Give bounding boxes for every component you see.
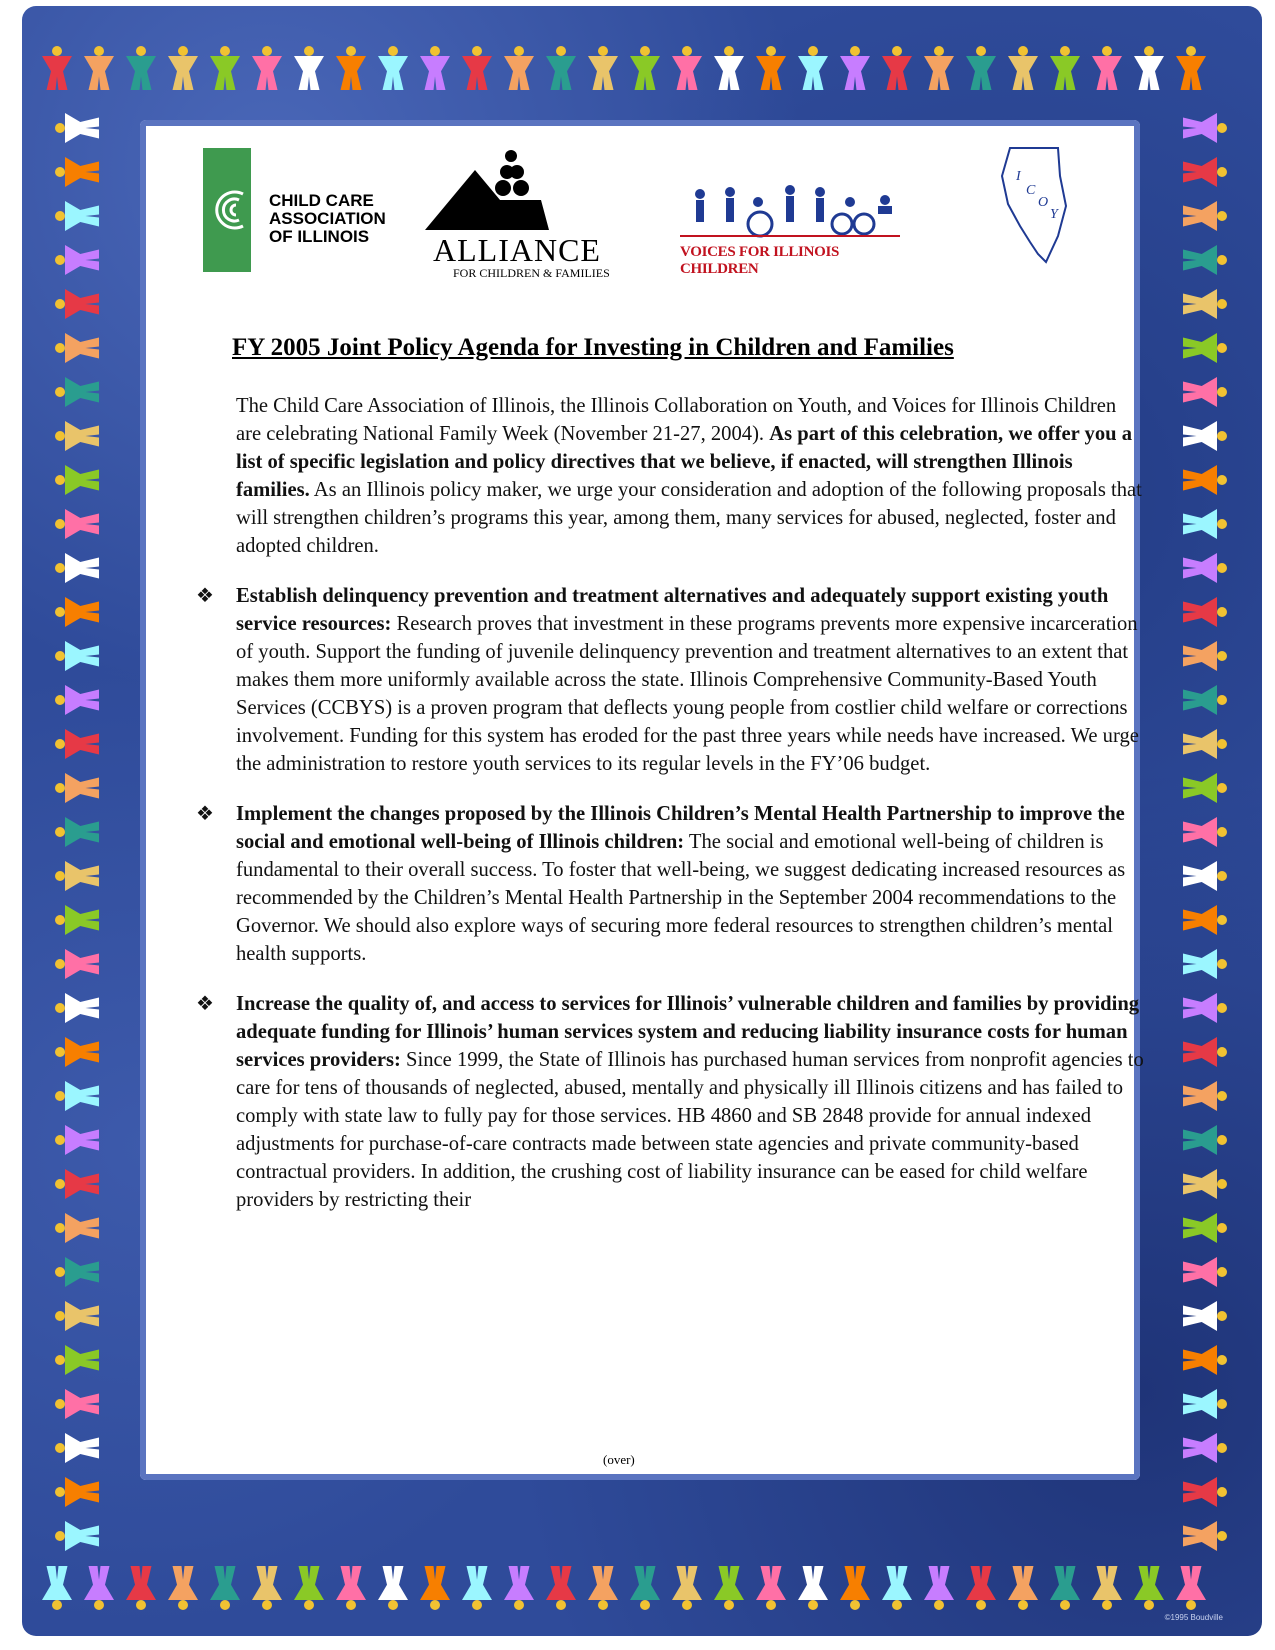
paper-doll-figure	[1008, 46, 1038, 90]
paper-doll-figure	[1183, 1213, 1227, 1243]
policy-item-body: Since 1999, the State of Illinois has purchased human services from nonprofit agencies to care for tens of thousands of neglected, abused, mentally and physically ill Illinois citizens and has failed to comply with state law to fully pay for those services. HB 4860 and SB 2848 provide for annual indexed adjustments for purchase-of-care contracts made between state agencies and private community-based contractual providers. In addition, the crushing cost of liability insurance can be eased for child welfare providers by restricting their	[236, 1049, 1144, 1211]
paper-doll-figure	[55, 949, 99, 979]
ccai-name	[269, 192, 386, 246]
voices-for-illinois-children-logo	[680, 180, 900, 277]
paper-doll-figure	[714, 46, 744, 90]
paper-doll-figure	[84, 46, 114, 90]
paper-doll-figure	[55, 729, 99, 759]
paper-doll-figure	[1183, 949, 1227, 979]
paper-doll-figure	[1183, 1257, 1227, 1287]
intro-bold-text: As part of this celebration, we offer you a list of specific legislation and policy directives that we believe, if enacted, will strengthen Illinois families.	[236, 423, 1133, 501]
paper-doll-figure	[1183, 465, 1227, 495]
paper-doll-figure	[55, 861, 99, 891]
paper-doll-figure	[55, 553, 99, 583]
paper-doll-figure	[55, 1301, 99, 1331]
ccai-line-2: ASSOCIATION	[269, 209, 386, 228]
paper-doll-figure	[55, 993, 99, 1023]
paper-doll-figure	[1183, 333, 1227, 363]
child-care-association-logo	[203, 148, 386, 272]
paper-doll-figure	[1134, 1566, 1164, 1610]
paper-doll-figure	[504, 1566, 534, 1610]
paper-doll-figure	[1183, 553, 1227, 583]
paper-doll-figure	[1092, 46, 1122, 90]
document-body	[196, 392, 1144, 1214]
paper-doll-figure	[1183, 773, 1227, 803]
paper-doll-figure	[630, 1566, 660, 1610]
paper-doll-figure	[210, 46, 240, 90]
paper-doll-figure	[1183, 245, 1227, 275]
policy-item-heading: Implement the changes proposed by the Illinois Children’s Mental Health Partnership to improve the social and emotional well-being of Illinois children:	[236, 803, 1125, 853]
paper-doll-figure	[55, 597, 99, 627]
paper-doll-figure	[55, 1037, 99, 1067]
paper-doll-figure	[798, 46, 828, 90]
paper-doll-figure	[55, 1169, 99, 1199]
paper-doll-figure	[126, 1566, 156, 1610]
paper-doll-figure	[42, 46, 72, 90]
paper-doll-figure	[55, 377, 99, 407]
icoy-letters	[1000, 146, 1070, 264]
paper-doll-figure	[252, 46, 282, 90]
illinois-collaboration-on-youth-logo	[1000, 146, 1070, 264]
alliance-wordmark: ALLIANCE	[433, 232, 601, 268]
svg-text:Y: Y	[1050, 207, 1058, 222]
paper-doll-figure	[1183, 1081, 1227, 1111]
paper-doll-figure	[504, 46, 534, 90]
policy-item-text	[236, 582, 1144, 778]
paper-doll-figure	[336, 46, 366, 90]
paper-doll-figure	[1183, 201, 1227, 231]
paper-doll-figure	[546, 46, 576, 90]
paper-doll-figure	[966, 1566, 996, 1610]
paper-doll-figure	[55, 465, 99, 495]
paper-doll-figure	[1183, 289, 1227, 319]
paper-doll-figure	[1183, 641, 1227, 671]
paper-doll-figure	[1176, 46, 1206, 90]
paper-doll-figure	[462, 1566, 492, 1610]
paper-doll-figure	[1183, 1301, 1227, 1331]
paper-doll-figure	[210, 1566, 240, 1610]
paper-doll-figure	[126, 46, 156, 90]
paper-doll-figure	[55, 1081, 99, 1111]
paper-doll-figure	[55, 1477, 99, 1507]
intro-paragraph	[236, 392, 1144, 560]
paper-doll-figure	[168, 1566, 198, 1610]
paper-doll-figure	[55, 333, 99, 363]
children-silhouettes-icon	[680, 180, 900, 240]
svg-text:C: C	[1026, 183, 1036, 198]
paper-doll-figure	[294, 1566, 324, 1610]
paper-doll-figure	[1183, 377, 1227, 407]
paper-doll-figure	[1183, 113, 1227, 143]
paper-doll-figure	[1092, 1566, 1122, 1610]
paper-doll-figure	[84, 1566, 114, 1610]
paper-doll-figure	[588, 46, 618, 90]
paper-doll-figure	[55, 773, 99, 803]
paper-doll-figure	[55, 1213, 99, 1243]
artwork-copyright: ©1995 Boudville	[1164, 1613, 1223, 1622]
paper-doll-figure	[1176, 1566, 1206, 1610]
paper-doll-figure	[1183, 1477, 1227, 1507]
paper-doll-figure	[1183, 1345, 1227, 1375]
policy-item-body: The social and emotional well-being of children is fundamental to their overall success. To foster that well-being, we suggest dedicating increased resources as recommended by the Children’s Mental Health Partnership in the September 2004 recommendations to the Governor. We should also explore ways of securing more federal resources to strengthen children’s mental health supports.	[236, 831, 1126, 965]
paper-doll-figure	[1183, 817, 1227, 847]
policy-item-text	[236, 990, 1144, 1214]
policy-item-body: Research proves that investment in these programs prevents more expensive incarceration of youth. Support the funding of juvenile delinquency prevention and treatment alternatives to an extent that makes them more uniformly available across the state. Illinois Comprehensive Community-Based Youth Services (CCBYS) is a proven program that deflects young people from costlier child welfare or corrections involvement. Funding for this system has eroded for the past three years while needs have increased. We urge the administration to restore youth services to its regular levels in the FY’06 budget.	[236, 613, 1139, 775]
paper-doll-figure	[1050, 46, 1080, 90]
paper-doll-figure	[55, 1433, 99, 1463]
paper-doll-figure	[55, 1521, 99, 1551]
ccai-line-3: OF ILLINOIS	[269, 227, 370, 246]
paper-doll-figure	[1183, 509, 1227, 539]
policy-item-heading: Establish delinquency prevention and treatment alternatives and adequately support existing youth service resources:	[236, 585, 1109, 635]
paper-doll-figure	[1183, 1125, 1227, 1155]
paper-doll-figure	[924, 46, 954, 90]
paper-doll-figure	[168, 46, 198, 90]
paper-doll-figure	[588, 1566, 618, 1610]
paper-doll-figure	[252, 1566, 282, 1610]
paper-doll-figure	[1050, 1566, 1080, 1610]
policy-item	[196, 582, 1144, 778]
paper-doll-figure	[55, 905, 99, 935]
paper-doll-figure	[1183, 685, 1227, 715]
paper-doll-figure	[630, 46, 660, 90]
paper-doll-figure	[756, 1566, 786, 1610]
paper-doll-figure	[1183, 905, 1227, 935]
ccai-line-1: CHILD CARE	[269, 191, 374, 210]
paper-doll-figure	[1183, 1433, 1227, 1463]
page-title: FY 2005 Joint Policy Agenda for Investing in Children and Families	[232, 334, 954, 361]
paper-doll-figure	[840, 46, 870, 90]
paper-doll-figure	[1183, 1169, 1227, 1199]
paper-doll-figure	[840, 1566, 870, 1610]
bullet-diamond-icon: ❖	[196, 993, 214, 1015]
paper-doll-figure	[55, 1257, 99, 1287]
bullet-diamond-icon: ❖	[196, 585, 214, 607]
paper-doll-figure	[55, 113, 99, 143]
paper-doll-figure	[55, 509, 99, 539]
paper-doll-figure	[55, 1125, 99, 1155]
paper-doll-figure	[966, 46, 996, 90]
paper-doll-figure	[1183, 861, 1227, 891]
paper-doll-figure	[672, 46, 702, 90]
alliance-subtitle: FOR CHILDREN & FAMILIES	[453, 266, 610, 280]
paper-doll-figure	[378, 46, 408, 90]
paper-doll-figure	[378, 1566, 408, 1610]
paper-doll-figure	[546, 1566, 576, 1610]
svg-text:O: O	[1038, 195, 1049, 210]
policy-item	[196, 800, 1144, 968]
paper-doll-figure	[420, 46, 450, 90]
paper-doll-figure	[55, 157, 99, 187]
paper-doll-figure	[462, 46, 492, 90]
paper-doll-figure	[294, 46, 324, 90]
svg-text:I: I	[1016, 169, 1021, 184]
paper-doll-figure	[714, 1566, 744, 1610]
paper-doll-figure	[756, 46, 786, 90]
paper-doll-figure	[798, 1566, 828, 1610]
paper-doll-figure	[55, 421, 99, 451]
paper-doll-figure	[55, 641, 99, 671]
policy-item-text	[236, 800, 1144, 968]
paper-doll-figure	[1183, 993, 1227, 1023]
paper-doll-figure	[1183, 1521, 1227, 1551]
paper-doll-figure	[55, 685, 99, 715]
paper-doll-figure	[1183, 157, 1227, 187]
paper-doll-figure	[882, 1566, 912, 1610]
page-footer-over: (over)	[603, 1452, 635, 1467]
paper-doll-figure	[55, 289, 99, 319]
paper-doll-figure	[55, 1345, 99, 1375]
voices-wordmark: VOICES FOR ILLINOIS CHILDREN	[680, 244, 840, 277]
intro-text-2: As an Illinois policy maker, we urge your consideration and adoption of the following proposals that will strengthen children’s programs this year, among them, many services for abused, neglected, foster and adopted children.	[236, 479, 1142, 557]
alliance-logo	[425, 150, 625, 280]
alliance-triangle-icon	[425, 150, 625, 232]
paper-doll-figure	[672, 1566, 702, 1610]
paper-doll-figure	[55, 245, 99, 275]
paper-doll-figure	[924, 1566, 954, 1610]
concentric-c-icon	[203, 148, 251, 272]
ccai-green-block	[203, 148, 251, 272]
paper-doll-figure	[1183, 421, 1227, 451]
paper-doll-figure	[1134, 46, 1164, 90]
paper-doll-figure	[42, 1566, 72, 1610]
policy-item-heading: Increase the quality of, and access to services for Illinois’ vulnerable children and families by providing adequate funding for Illinois’ human services system and reducing liability insurance costs for human services providers:	[236, 993, 1140, 1071]
paper-doll-figure	[1183, 1037, 1227, 1067]
paper-doll-figure	[1183, 729, 1227, 759]
paper-doll-figure	[55, 817, 99, 847]
paper-doll-figure	[55, 201, 99, 231]
paper-doll-figure	[1183, 1389, 1227, 1419]
paper-doll-figure	[882, 46, 912, 90]
paper-doll-figure	[55, 1389, 99, 1419]
policy-item	[196, 990, 1144, 1214]
paper-doll-figure	[1008, 1566, 1038, 1610]
intro-text-1: The Child Care Association of Illinois, the Illinois Collaboration on Youth, and Voices for Illinois Children are celebrating National Family Week (November 21-27, 2004).	[236, 395, 1117, 445]
paper-doll-figure	[420, 1566, 450, 1610]
paper-doll-figure	[336, 1566, 366, 1610]
bullet-diamond-icon: ❖	[196, 803, 214, 825]
paper-doll-figure	[1183, 597, 1227, 627]
